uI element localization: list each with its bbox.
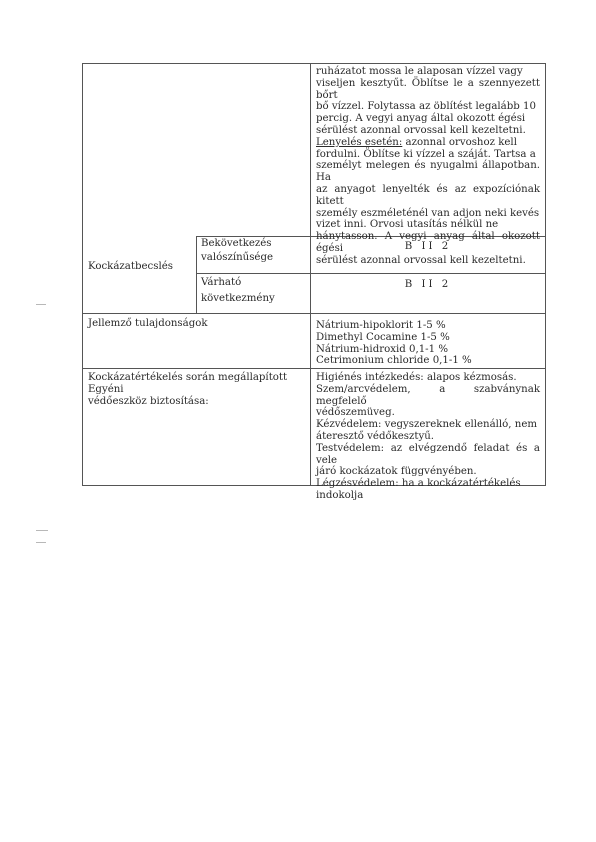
ppe-label-line: Kockázatértékelés során megállapított Egyéni [88, 372, 288, 395]
first-aid-line: bő vízzel. Folytassa az öblítést legalább 10 [316, 101, 536, 113]
first-aid-line: ruházatot mossa le alaposan vízzel vagy [316, 66, 523, 77]
row-divider-risk [196, 273, 546, 274]
ppe-line: Légzésvédelem: ha a kockázatértékelés [316, 478, 521, 490]
row-divider-ppe [82, 368, 546, 369]
ingredient-item: Nátrium-hipoklorit 1-5 % [316, 320, 446, 331]
table-middle-divider [310, 63, 311, 486]
first-aid-line: viseljen kesztyűt. Öblítse le a szennyezett bőrt [316, 77, 540, 101]
scan-mark [36, 304, 46, 305]
scan-mark [36, 530, 48, 531]
ppe-label-line: védőeszköz biztosítása: [88, 395, 209, 407]
consequence-label-line-2: következmény [201, 293, 275, 304]
ppe-line: védőszemüveg. [316, 407, 395, 419]
row-divider-properties [82, 313, 546, 314]
consequence-value: B II 2 [404, 279, 452, 290]
table-right-border [545, 63, 546, 486]
ppe-line: járó kockázatok függvényében. [316, 466, 477, 478]
ppe-text [316, 372, 540, 502]
ingredient-item: Dimethyl Cocamine 1-5 % [316, 331, 450, 343]
table-left-border [82, 63, 83, 486]
swallow-line: sérülést azonnal orvossal kell kezeltetni. [316, 254, 526, 266]
ingredient-item: Nátrium-hidroxid 0,1-1 % [316, 343, 449, 355]
swallow-line: személy eszméleténél van adjon neki kevés [316, 207, 540, 219]
probability-label-line-1: Bekövetkezés [201, 238, 272, 249]
ppe-line: indokolja [316, 489, 364, 501]
swallow-first-line [316, 137, 540, 149]
consequence-label-line-1: Várható [201, 277, 242, 288]
swallow-line: személyt melegen és nyugalmi állapotban. Ha [316, 160, 540, 184]
ppe-line: Testvédelem: az elvégzendő feladat és a vele [316, 442, 540, 466]
swallow-line: vizet inni. Orvosi utasítás nélkül ne [316, 219, 499, 231]
swallow-heading: Lenyelés esetén: [316, 136, 403, 148]
ppe-line: Szem/arcvédelem, a szabványnak megfelelő [316, 383, 540, 407]
ppe-line: Higiénés intézkedés: alapos kézmosás. [316, 372, 517, 383]
table-top-border [82, 63, 546, 64]
ppe-line: Kézvédelem: vegyszereknek ellenálló, nem [316, 419, 538, 431]
first-aid-text [316, 66, 540, 267]
ppe-line: áteresztő védőkesztyű. [316, 430, 435, 442]
first-aid-line: sérülést azonnal orvossal kell kezeltetni. [316, 124, 526, 136]
swallow-line: hánytasson. A vegyi anyag által okozott égési [316, 231, 540, 254]
risk-subcolumn-divider [196, 236, 197, 313]
probability-label-line-2: valószínűsége [201, 252, 274, 263]
first-aid-line: percig. A vegyi anyag által okozott égési [316, 113, 526, 125]
risk-assessment-label: Kockázatbecslés [88, 261, 173, 272]
ingredient-item: Cetrimonium chloride 0,1-1 % [316, 355, 472, 367]
swallow-line: azonnal orvoshoz kell [405, 136, 517, 148]
ppe-label [88, 372, 308, 407]
swallow-line: fordulni. Öblítse ki vízzel a száját. Tartsa a [316, 148, 536, 160]
probability-value: B II 2 [404, 241, 452, 252]
swallow-line: az anyagot lenyelték és az expozíciónak kitett [316, 183, 540, 207]
properties-list [316, 320, 540, 367]
scan-mark [36, 542, 46, 543]
properties-label: Jellemző tulajdonságok [88, 318, 208, 329]
